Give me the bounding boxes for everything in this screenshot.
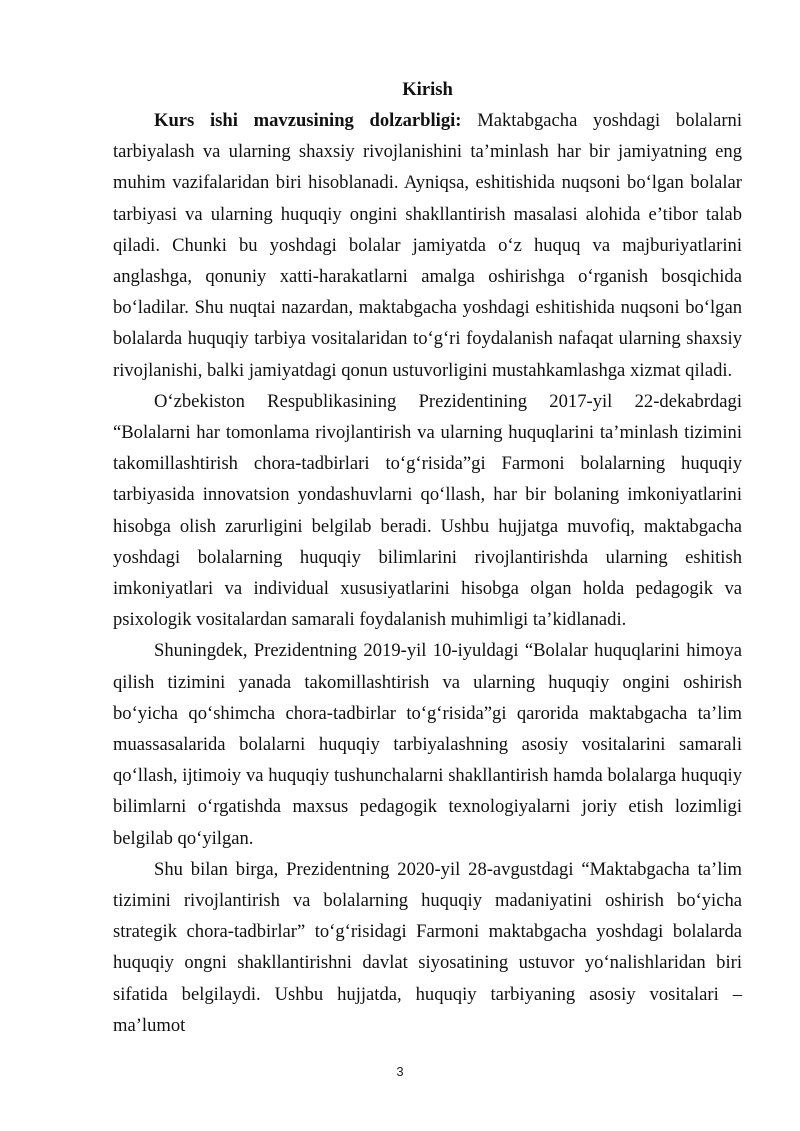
paragraph-4: Shu bilan birga, Prezidentning 2020-yil 28-avgustdagi “Maktabgacha ta’lim tizimini rivojlantirish va bolalarning huquqiy madaniyatini oshirish bo‘yicha strategik chora-tadbirlar” to‘g‘risidagi Farmoni maktabgacha yoshdagi bolalarda huquqiy ongni shakllantirishni davlat siyosatining ustuvor yo‘nalishlaridan biri sifatida belgilaydi. Ushbu hujjatda, huquqiy tarbiyaning asosiy vositalari – ma’lumot: [113, 858, 742, 1036]
paragraph-lead: Kurs ishi mavzusining dolzarbligi:: [154, 110, 462, 131]
paragraph-3: Shuningdek, Prezidentning 2019-yil 10-iyuldagi “Bolalar huquqlarini himoya qilish tizimini yanada takomillashtirish va ularning huquqiy ongini oshirish bo‘yicha qo‘shimcha chora-tadbirlar to‘g‘risida”gi qarorida maktabgacha ta’lim muassasalarida bolalarni huquqiy tarbiyalashning asosiy vositalarini samarali qo‘llash, ijtimoiy va huquqiy tushunchalarni shakllantirish hamda bolalarga huquqiy bilimlarni o‘rgatishda maxsus pedagogik texnologiyalarni joriy etish lozimligi belgilab qo‘yilgan.: [113, 640, 742, 849]
document-page: [113, 74, 742, 1041]
paragraph-1: [113, 105, 742, 386]
section-heading: Kirish: [402, 79, 453, 100]
paragraph-2: O‘zbekiston Respublikasining Prezidentining 2017-yil 22-dekabrdagi “Bolalarni har tomonlama rivojlantirish va ularning huquqlarini ta’minlash tizimini takomillashtirish chora-tadbirlari to‘g‘risida”gi Farmoni bolalarning huquqiy tarbiyasida innovatsion yondashuvlarni qo‘llash, har bir bolaning imkoniyatlarini hisobga olish zarurligini belgilab beradi. Ushbu hujjatga muvofiq, maktabgacha yoshdagi bolalarning huquqiy bilimlarini rivojlantirishda ularning eshitish imkoniyatlari va individual xususiyatlarini hisobga olgan holda pedagogik va psixologik vositalardan samarali foydalanish muhimligi ta’kidlanadi.: [113, 390, 742, 631]
page-number: 3: [396, 1064, 404, 1079]
paragraph-1-text: Maktabgacha yoshdagi bolalarni tarbiyalash va ularning shaxsiy rivojlanishini ta’minlash har bir jamiyatning eng muhim vazifalaridan biri hisoblanadi. Ayniqsa, eshitishida nuqsoni bo‘lgan bolalar tarbiyasi va ularning huquqiy ongini shakllantirish masalasi alohida e’tibor talab qiladi. Chunki bu yoshdagi bolalar jamiyatda o‘z huquq va majburiyatlarini anglashga, qonuniy xatti-harakatlarni amalga oshirishga o‘rganish bosqichida bo‘ladilar. Shu nuqtai nazardan, maktabgacha yoshdagi eshitishida nuqsoni bo‘lgan bolalarda huquqiy tarbiya vositalaridan to‘g‘ri foydalanish nafaqat ularning shaxsiy rivojlanishi, balki jamiyatdagi qonun ustuvorligini mustahkamlashga xizmat qiladi.: [113, 110, 742, 381]
